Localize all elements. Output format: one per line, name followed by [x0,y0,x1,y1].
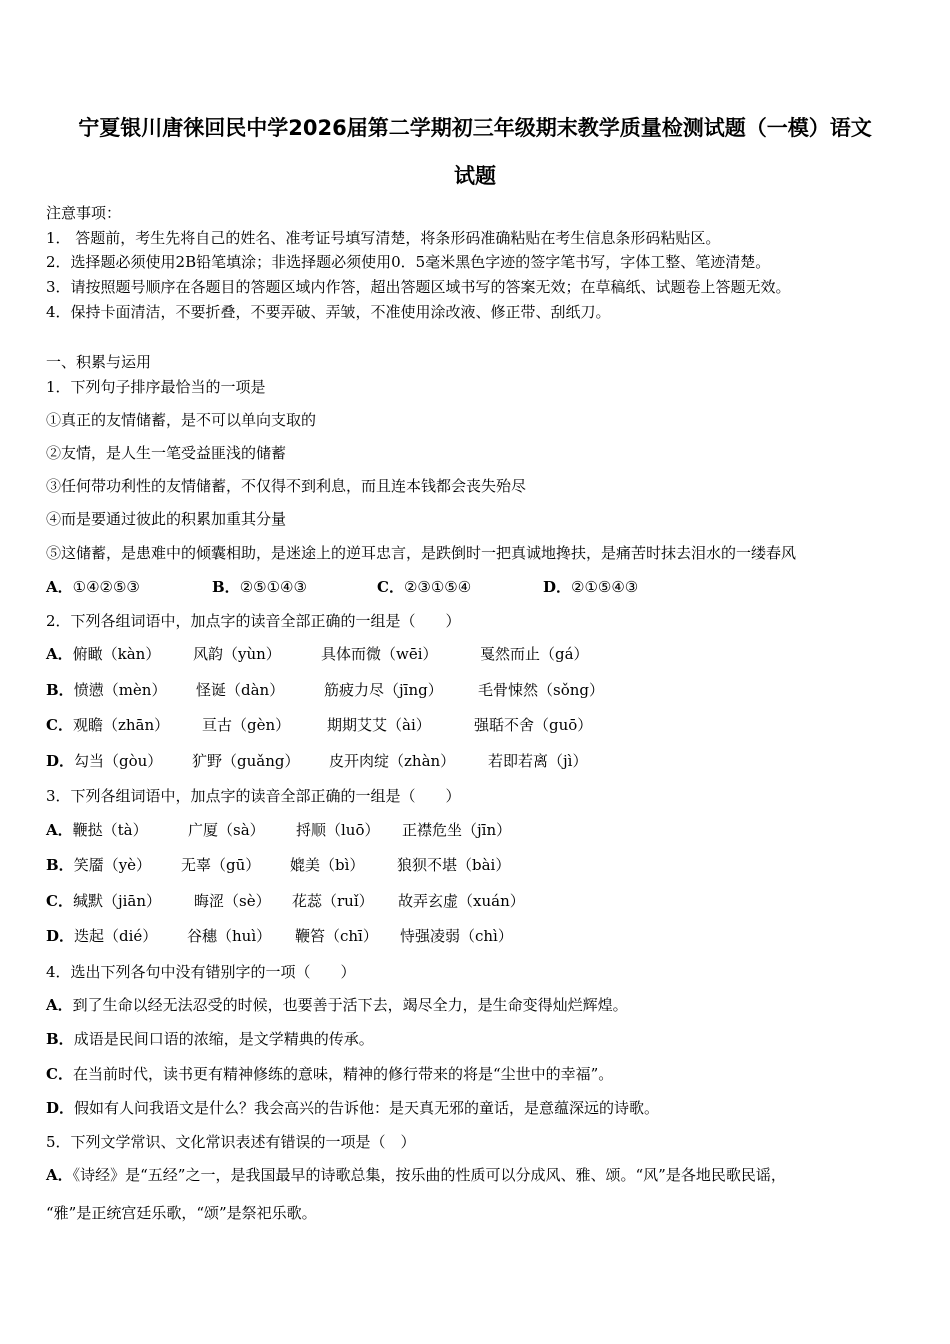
q2-c-2: 亘古（gèn） [202,716,291,734]
note-item-2: 2．选择题必须使用2B铅笔填涂；非选择题必须使用0．5毫米黑色字迹的签字笔书写，字体工整、笔迹清楚。 [46,253,771,271]
q1-option-d: D．②①⑤④③ [543,578,639,596]
q3-b-4: 狼狈不堪（bài） [397,856,511,874]
q2-a-4: 戛然而止（gá） [480,645,589,663]
q4-option-a: A．到了生命以经无法忍受的时候，也要善于活下去，竭尽全力，是生命变得灿烂辉煌。 [46,996,628,1014]
q2-b-3: 筋疲力尽（jīng） [324,681,443,699]
q1-sentence-2: ②友情，是人生一笔受益匪浅的储蓄 [46,444,287,462]
q2-b-1: B．愤懑（mèn） [46,681,167,699]
q3-b-3: 媲美（bì） [290,856,365,874]
q2-a-1: A．俯瞰（kàn） [46,645,161,663]
q4-stem: 4．选出下列各句中没有错别字的一项（ ） [46,963,356,981]
q1-sentence-1: ①真正的友情储蓄，是不可以单向支取的 [46,411,317,429]
q5-option-a-line2: “雅”是正统宫廷乐歌，“颂”是祭祀乐歌。 [46,1204,317,1222]
q3-d-3: 鞭笞（chī） [295,927,378,945]
q2-a-2: 风韵（yùn） [193,645,281,663]
q1-sentence-5: ⑤这储蓄，是患难中的倾囊相助，是迷途上的逆耳忠言，是跌倒时一把真诚地搀扶，是痛苦时抹去泪水的一缕春风 [46,544,797,562]
q2-c-3: 期期艾艾（ài） [327,716,431,734]
q1-sentence-3: ③任何带功利性的友情储蓄，不仅得不到利息，而且连本钱都会丧失殆尽 [46,477,527,495]
q3-c-1: C．缄默（jiān） [46,892,162,910]
q3-c-3: 花蕊（ruǐ） [292,892,374,910]
section-heading: 一、积累与运用 [46,353,152,371]
q3-d-2: 谷穗（huì） [187,927,272,945]
q5-stem: 5．下列文学常识、文化常识表述有错误的一项是（ ） [46,1133,416,1151]
q2-d-4: 若即若离（jì） [488,752,588,770]
q3-b-2: 无辜（gū） [181,856,261,874]
q4-option-c: C．在当前时代，读书更有精神修练的意味，精神的修行带来的将是“尘世中的幸福”。 [46,1065,614,1083]
q1-option-a: A．①④②⑤③ [46,578,140,596]
q3-c-4: 故弄玄虚（xuán） [398,892,525,910]
q2-d-3: 皮开肉绽（zhàn） [329,752,456,770]
q3-a-2: 广厦（sà） [188,821,265,839]
q3-d-4: 恃强凌弱（chì） [400,927,513,945]
q2-c-4: 强聒不舍（guō） [474,716,593,734]
q1-option-c: C．②③①⑤④ [377,578,472,596]
q3-a-4: 正襟危坐（jīn） [402,821,512,839]
q1-stem: 1．下列句子排序最恰当的一项是 [46,378,266,396]
q3-b-1: B．笑靥（yè） [46,856,152,874]
notes-heading: 注意事项： [46,204,122,222]
q4-option-d: D．假如有人问我语文是什么？我会高兴的告诉他：是天真无邪的童话，是意蕴深远的诗歌。 [46,1099,660,1117]
note-item-3: 3．请按照题号顺序在各题目的答题区域内作答，超出答题区域书写的答案无效；在草稿纸、试题卷上答题无效。 [46,278,791,296]
q2-d-2: 犷野（guǎng） [192,752,300,770]
q3-stem: 3．下列各组词语中，加点字的读音全部正确的一组是（ ） [46,787,461,805]
q3-a-1: A．鞭挞（tà） [46,821,148,839]
q3-a-3: 捋顺（luō） [296,821,380,839]
document-title-line2: 试题 [454,164,496,188]
note-item-4: 4．保持卡面清洁，不要折叠，不要弄破、弄皱，不准使用涂改液、修正带、刮纸刀。 [46,303,611,321]
q2-stem: 2．下列各组词语中，加点字的读音全部正确的一组是（ ） [46,612,461,630]
document-title-line1: 宁夏银川唐徕回民中学2026届第二学期初三年级期末教学质量检测试题（一模）语文 [78,116,872,140]
q1-sentence-4: ④而是要通过彼此的积累加重其分量 [46,510,287,528]
q1-option-b: B．②⑤①④③ [212,578,307,596]
q2-b-4: 毛骨悚然（sǒng） [478,681,604,699]
q3-c-2: 晦涩（sè） [194,892,271,910]
q5-option-a-line1: A．《诗经》是“五经”之一，是我国最早的诗歌总集，按乐曲的性质可以分成风、雅、颂。“风”是各地民歌民谣， [46,1166,786,1184]
q4-option-b: B．成语是民间口语的浓缩，是文学精典的传承。 [46,1030,374,1048]
q2-a-3: 具体而微（wēi） [321,645,438,663]
q2-d-1: D．勾当（gòu） [46,752,163,770]
note-item-1: 1． 答题前，考生先将自己的姓名、准考证号填写清楚，将条形码准确粘贴在考生信息条形码粘贴区。 [46,229,721,247]
q3-d-1: D．迭起（dié） [46,927,158,945]
q2-c-1: C．观瞻（zhān） [46,716,170,734]
q2-b-2: 怪诞（dàn） [196,681,285,699]
